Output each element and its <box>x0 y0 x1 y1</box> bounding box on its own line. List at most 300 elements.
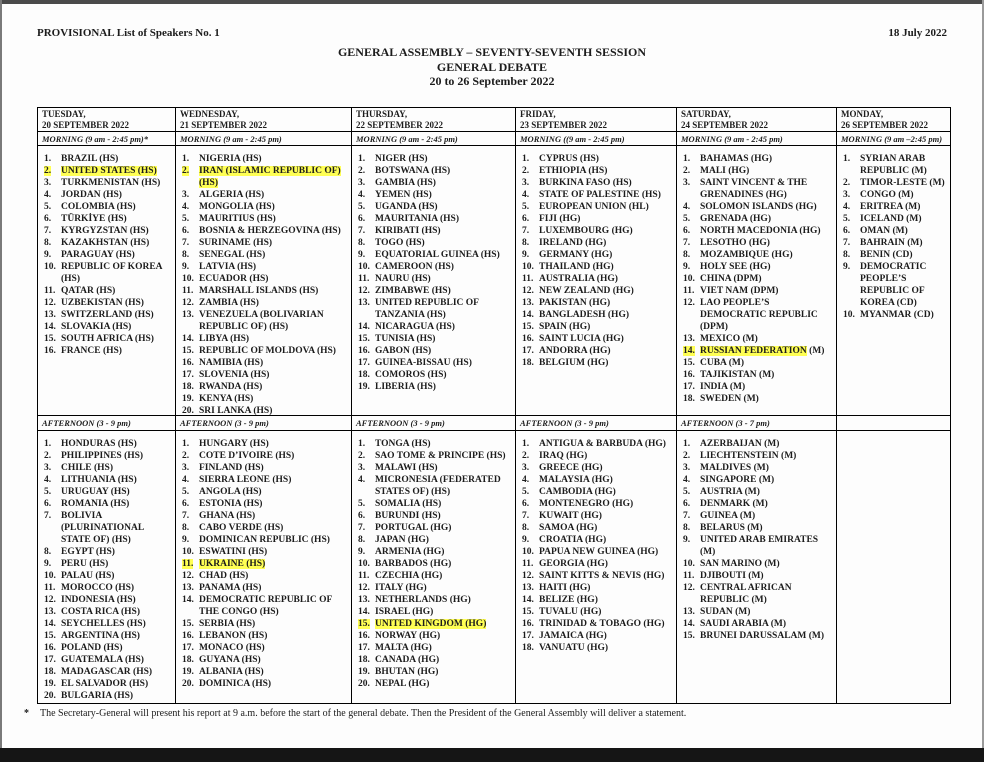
speaker-item <box>358 321 513 333</box>
speaker-item <box>843 153 948 177</box>
speaker-number: 8. <box>44 238 52 248</box>
highlight: UNITED STATES (HS) <box>61 166 157 176</box>
speaker-item <box>44 345 173 357</box>
speaker-name: ZAMBIA (HS) <box>199 298 259 308</box>
speaker-name: LAO PEOPLE’S DEMOCRATIC REPUBLIC (DPM) <box>700 298 818 332</box>
speaker-item <box>358 594 513 606</box>
footnote-text: The Secretary-General will present his report at 9 a.m. before the start of the general debate. Then the President of the General Assembly will deliver a statement. <box>40 708 687 719</box>
afternoon-speaker-list <box>677 431 837 703</box>
speaker-item <box>522 225 674 237</box>
speaker-number: 7. <box>44 226 52 236</box>
speaker-item <box>358 678 513 690</box>
speaker-item <box>522 213 674 225</box>
speaker-item <box>358 369 513 381</box>
speaker-item <box>683 486 834 498</box>
speaker-name: CAMBODIA (HG) <box>539 487 616 497</box>
speaker-number: 2. <box>683 166 691 176</box>
speaker-item <box>44 606 173 618</box>
speaker-name: MONGOLIA (HS) <box>199 202 275 212</box>
speaker-item <box>843 237 948 249</box>
afternoon-session-label: AFTERNOON (3 - 9 pm) <box>176 416 352 431</box>
speaker-name: SAINT LUCIA (HG) <box>539 334 624 344</box>
speaker-number: 18. <box>182 655 194 665</box>
speaker-number: 13. <box>522 583 534 593</box>
speaker-number: 2. <box>44 451 52 461</box>
speaker-number: 12. <box>522 571 534 581</box>
speaker-number: 14. <box>358 607 370 617</box>
speaker-name: MOZAMBIQUE (HG) <box>700 250 793 260</box>
day-name: FRIDAY, <box>520 109 556 119</box>
speaker-name: SUDAN (M) <box>700 607 751 617</box>
speaker-number: 14. <box>522 595 534 605</box>
speaker-number: 9. <box>843 262 851 272</box>
speaker-item <box>182 642 349 654</box>
speaker-number: 10. <box>683 559 695 569</box>
speaker-number: 9. <box>683 535 691 545</box>
speaker-number: 8. <box>44 547 52 557</box>
speaker-item <box>182 486 349 498</box>
speaker-item <box>683 237 834 249</box>
speaker-name: MALI (HG) <box>700 166 750 176</box>
speaker-name: LATVIA (HS) <box>199 262 257 272</box>
speaker-name: UNITED ARAB EMIRATES (M) <box>700 535 819 557</box>
speaker-name: CAMEROON (HS) <box>375 262 454 272</box>
speaker-number: 18. <box>358 370 370 380</box>
speaker-item <box>522 498 674 510</box>
speaker-number: 4. <box>683 475 691 485</box>
speaker-item <box>522 546 674 558</box>
speaker-number: 5. <box>44 202 52 212</box>
speaker-number: 1. <box>522 154 530 164</box>
speaker-number: 20. <box>182 679 194 689</box>
morning-session-label: MORNING (9 am - 2:45 pm)* <box>38 132 176 146</box>
speaker-item <box>683 369 834 381</box>
scan-edge-bottom <box>0 748 984 762</box>
speaker-item <box>44 654 173 666</box>
speaker-number: 12. <box>358 286 370 296</box>
speaker-name: COSTA RICA (HS) <box>61 607 141 617</box>
speaker-name: BANGLADESH (HG) <box>539 310 629 320</box>
speaker-item <box>358 450 513 462</box>
scan-edge-top <box>0 0 984 4</box>
speaker-name: REPUBLIC OF MOLDOVA (HS) <box>199 346 336 356</box>
speaker-item <box>182 345 349 357</box>
highlight: 2. <box>182 166 190 176</box>
speaker-number: 5. <box>182 487 190 497</box>
day-header-cell <box>176 108 352 132</box>
speaker-name: AUSTRALIA (HG) <box>539 274 618 284</box>
speaker-name <box>61 165 173 177</box>
speaker-item <box>522 474 674 486</box>
speaker-number: 2. <box>843 178 851 188</box>
speaker-item <box>182 558 349 570</box>
speaker-item <box>358 273 513 285</box>
speaker-item <box>683 393 834 405</box>
speaker-number: 3. <box>522 463 530 473</box>
speaker-name: ALGERIA (HS) <box>199 190 265 200</box>
speaker-number: 5. <box>522 202 530 212</box>
speaker-item <box>182 273 349 285</box>
highlight: 15. <box>358 619 370 629</box>
day-name: THURSDAY, <box>356 109 408 119</box>
speaker-name: SAINT KITTS & NEVIS (HG) <box>539 571 665 581</box>
speaker-item <box>182 534 349 546</box>
speaker-number: 12. <box>358 583 370 593</box>
speaker-name: BAHRAIN (M) <box>860 238 923 248</box>
speaker-item <box>358 285 513 297</box>
speaker-item <box>44 582 173 594</box>
speaker-name: SINGAPORE (M) <box>700 475 775 485</box>
speaker-name: DENMARK (M) <box>700 499 768 509</box>
speaker-number: 2. <box>358 166 366 176</box>
speaker-number: 13. <box>358 595 370 605</box>
speaker-item <box>683 498 834 510</box>
speaker-item <box>182 570 349 582</box>
speaker-number: 4. <box>44 475 52 485</box>
speaker-item <box>182 438 349 450</box>
speaker-item <box>182 381 349 393</box>
speaker-number: 3. <box>843 190 851 200</box>
speaker-number: 17. <box>358 643 370 653</box>
speaker-name: LIBERIA (HS) <box>375 382 436 392</box>
speaker-number: 4. <box>182 475 190 485</box>
speaker-name: GERMANY (HG) <box>539 250 613 260</box>
speaker-item <box>44 690 173 702</box>
speaker-name: GUINEA-BISSAU (HS) <box>375 358 472 368</box>
speaker-item <box>358 153 513 165</box>
speaker-number: 14. <box>522 310 534 320</box>
speaker-number: 11. <box>358 571 370 581</box>
speaker-number: 20. <box>44 691 56 701</box>
scan-edge-left <box>0 0 2 762</box>
speaker-name: ESWATINI (HS) <box>199 547 268 557</box>
speaker-number: 15. <box>182 619 194 629</box>
speaker-item <box>44 309 173 321</box>
speaker-item <box>683 510 834 522</box>
speaker-name: CHILE (HS) <box>61 463 113 473</box>
schedule-table <box>37 107 951 704</box>
speaker-item <box>522 594 674 606</box>
speaker-item <box>683 570 834 582</box>
speaker-item <box>182 201 349 213</box>
speaker-number: 15. <box>182 346 194 356</box>
speaker-item <box>683 582 834 606</box>
speaker-name: NORWAY (HG) <box>375 631 441 641</box>
speaker-number: 13. <box>522 298 534 308</box>
speaker-number: 15. <box>358 334 370 344</box>
speaker-name: DOMINICAN REPUBLIC (HS) <box>199 535 330 545</box>
speaker-item <box>358 177 513 189</box>
afternoon-session-label: AFTERNOON (3 - 9 pm) <box>38 416 176 431</box>
day-date: 26 SEPTEMBER 2022 <box>841 120 929 130</box>
speaker-item <box>44 642 173 654</box>
speaker-item <box>358 498 513 510</box>
morning-speaker-list <box>837 146 950 416</box>
speaker-name: STATE OF PALESTINE (HS) <box>539 190 661 200</box>
speaker-name: OMAN (M) <box>860 226 908 236</box>
speaker-number: 2. <box>522 451 530 461</box>
speaker-number: 4. <box>683 202 691 212</box>
speaker-number: 6. <box>44 499 52 509</box>
speaker-item <box>44 249 173 261</box>
speaker-name: POLAND (HS) <box>61 643 123 653</box>
speaker-item <box>683 522 834 534</box>
speaker-name: JORDAN (HS) <box>61 190 122 200</box>
speaker-name: GUATEMALA (HS) <box>61 655 144 665</box>
morning-speaker-list <box>516 146 677 416</box>
speaker-name: BELIZE (HG) <box>539 595 598 605</box>
day-header-cell <box>352 108 516 132</box>
speaker-name: CABO VERDE (HS) <box>199 523 284 533</box>
speaker-item <box>683 165 834 177</box>
speaker-name: MONACO (HS) <box>199 643 265 653</box>
speaker-item <box>44 618 173 630</box>
speaker-item <box>522 153 674 165</box>
speaker-number: 19. <box>182 394 194 404</box>
day-date: 22 SEPTEMBER 2022 <box>356 120 444 130</box>
speaker-number: 6. <box>522 214 530 224</box>
speaker-item <box>522 189 674 201</box>
speaker-item <box>44 498 173 510</box>
speaker-name: SOLOMON ISLANDS (HG) <box>700 202 817 212</box>
speaker-name: IRAQ (HG) <box>539 451 588 461</box>
speaker-name: GREECE (HG) <box>539 463 603 473</box>
speaker-item <box>358 522 513 534</box>
speaker-number: 8. <box>683 523 691 533</box>
speaker-number: 13. <box>683 334 695 344</box>
speaker-name: ERITREA (M) <box>860 202 921 212</box>
speaker-number: 18. <box>44 667 56 677</box>
speaker-number: 2. <box>182 451 190 461</box>
speaker-number: 6. <box>522 499 530 509</box>
speaker-number: 17. <box>522 346 534 356</box>
speaker-number: 5. <box>683 487 691 497</box>
speaker-number: 7. <box>44 511 52 521</box>
speaker-name: TOGO (HS) <box>375 238 425 248</box>
speaker-number: 12. <box>683 298 695 308</box>
speaker-name <box>700 345 834 357</box>
speaker-name: BURUNDI (HS) <box>375 511 441 521</box>
speaker-number: 8. <box>522 523 530 533</box>
speaker-number: 10. <box>358 559 370 569</box>
speaker-name: COMOROS (HS) <box>375 370 447 380</box>
speaker-item <box>182 297 349 309</box>
speaker-number: 10. <box>522 547 534 557</box>
speaker-number: 18. <box>182 382 194 392</box>
speaker-item <box>843 201 948 213</box>
speaker-item <box>182 357 349 369</box>
speaker-name: HONDURAS (HS) <box>61 439 137 449</box>
speaker-item <box>683 558 834 570</box>
speaker-name: MALAYSIA (HG) <box>539 475 613 485</box>
speaker-number: 8. <box>182 523 190 533</box>
speaker-name: JAMAICA (HG) <box>539 631 607 641</box>
morning-session-label: MORNING (9 am - 2:45 pm) <box>176 132 352 146</box>
speaker-name: UZBEKISTAN (HS) <box>61 298 144 308</box>
speaker-item <box>522 486 674 498</box>
speaker-name: NIGER (HS) <box>375 154 428 164</box>
speaker-name: SWITZERLAND (HS) <box>61 310 154 320</box>
speaker-name: ANTIGUA & BARBUDA (HG) <box>539 439 666 449</box>
speaker-number: 3. <box>358 463 366 473</box>
speaker-number: 3. <box>358 178 366 188</box>
day-date: 24 SEPTEMBER 2022 <box>681 120 769 130</box>
speaker-number: 8. <box>182 250 190 260</box>
speaker-item <box>358 642 513 654</box>
speaker-name: LIBYA (HS) <box>199 334 250 344</box>
speaker-item <box>522 357 674 369</box>
speaker-name: TONGA (HS) <box>375 439 431 449</box>
speaker-item <box>182 249 349 261</box>
speaker-name: AZERBAIJAN (M) <box>700 439 780 449</box>
speaker-number: 17. <box>522 631 534 641</box>
speaker-item <box>522 333 674 345</box>
speaker-name: PORTUGAL (HG) <box>375 523 452 533</box>
speaker-name: BHUTAN (HG) <box>375 667 439 677</box>
speaker-name: BRUNEI DARUSSALAM (M) <box>700 631 825 641</box>
speaker-item <box>683 297 834 333</box>
speaker-item <box>358 462 513 474</box>
speaker-number: 12. <box>522 286 534 296</box>
speaker-number: 1. <box>683 439 691 449</box>
highlight: 14. <box>683 346 695 356</box>
speaker-number: 9. <box>358 547 366 557</box>
speaker-item <box>44 630 173 642</box>
speaker-name: PHILIPPINES (HS) <box>61 451 144 461</box>
morning-speaker-list <box>38 146 176 416</box>
speaker-number: 1. <box>683 154 691 164</box>
title-session: GENERAL ASSEMBLY – SEVENTY-SEVENTH SESSION <box>337 45 647 59</box>
speaker-item <box>44 201 173 213</box>
speaker-item <box>182 261 349 273</box>
speaker-number: 10. <box>44 571 56 581</box>
speaker-item <box>182 678 349 690</box>
speaker-name: ISRAEL (HG) <box>375 607 434 617</box>
speaker-name: MYANMAR (CD) <box>860 310 934 320</box>
speaker-name <box>199 558 349 570</box>
speaker-item <box>182 309 349 333</box>
speaker-item <box>182 225 349 237</box>
speaker-item <box>182 153 349 165</box>
highlight: 11. <box>182 559 194 569</box>
morning-session-label: MORNING (9 am –2:45 pm) <box>837 132 950 146</box>
speaker-number: 3. <box>522 178 530 188</box>
speaker-name: DOMINICA (HS) <box>199 679 272 689</box>
footnote <box>24 708 970 719</box>
speaker-item <box>358 546 513 558</box>
speaker-item <box>522 249 674 261</box>
speaker-number: 3. <box>44 463 52 473</box>
speaker-item <box>182 165 349 189</box>
speaker-item <box>44 450 173 462</box>
speaker-number: 9. <box>522 250 530 260</box>
day-header-cell <box>837 108 950 132</box>
speaker-number: 7. <box>358 226 366 236</box>
speaker-item <box>358 297 513 321</box>
speaker-name: ICELAND (M) <box>860 214 922 224</box>
speaker-number: 5. <box>843 214 851 224</box>
speaker-number: 5. <box>44 487 52 497</box>
speaker-name: NAURU (HS) <box>375 274 431 284</box>
title-block <box>0 45 984 89</box>
speaker-name: BULGARIA (HS) <box>61 691 134 701</box>
speaker-item <box>358 558 513 570</box>
speaker-name: MADAGASCAR (HS) <box>61 667 153 677</box>
speaker-item <box>522 261 674 273</box>
speaker-name: GEORGIA (HG) <box>539 559 608 569</box>
speaker-name: SRI LANKA (HS) <box>199 406 273 416</box>
speaker-item <box>358 510 513 522</box>
speaker-number: 9. <box>522 535 530 545</box>
speaker-number: 14. <box>182 334 194 344</box>
speaker-number: 8. <box>522 238 530 248</box>
speaker-number: 17. <box>182 643 194 653</box>
speaker-number: 8. <box>843 250 851 260</box>
speaker-name: EUROPEAN UNION (HL) <box>539 202 649 212</box>
speaker-number: 10. <box>358 262 370 272</box>
speaker-number: 16. <box>683 370 695 380</box>
speaker-number: 11. <box>522 274 534 284</box>
speaker-number: 16. <box>44 643 56 653</box>
speaker-item <box>182 582 349 594</box>
speaker-name: CZECHIA (HG) <box>375 571 443 581</box>
speaker-name: LEBANON (HS) <box>199 631 268 641</box>
speaker-name: ANDORRA (HG) <box>539 346 611 356</box>
speaker-name: LESOTHO (HG) <box>700 238 770 248</box>
speaker-name: KYRGYZSTAN (HS) <box>61 226 149 236</box>
speaker-item <box>522 582 674 594</box>
speaker-name: GABON (HS) <box>375 346 432 356</box>
speaker-item <box>683 201 834 213</box>
speaker-item <box>683 630 834 642</box>
speaker-number: 12. <box>683 583 695 593</box>
morning-session-label: MORNING ((9 am - 2:45 pm) <box>516 132 677 146</box>
speaker-item <box>683 438 834 450</box>
speaker-number: 18. <box>522 358 534 368</box>
speaker-name: ARMENIA (HG) <box>375 547 445 557</box>
speaker-name: ETHIOPIA (HS) <box>539 166 608 176</box>
highlight: UNITED KINGDOM (HG) <box>375 619 487 629</box>
speaker-name: LUXEMBOURG (HG) <box>539 226 633 236</box>
speaker-number: 3. <box>182 463 190 473</box>
speaker-name: EQUATORIAL GUINEA (HS) <box>375 250 500 260</box>
speaker-name: TIMOR-LESTE (M) <box>860 178 945 188</box>
speaker-name: TRINIDAD & TOBAGO (HG) <box>539 619 665 629</box>
speaker-number: 7. <box>683 238 691 248</box>
speaker-number: 10. <box>522 262 534 272</box>
afternoon-speaker-list <box>352 431 516 703</box>
speaker-name: LIECHTENSTEIN (M) <box>700 451 797 461</box>
speaker-item <box>182 285 349 297</box>
speaker-number: 16. <box>182 631 194 641</box>
speaker-name: CYPRUS (HS) <box>539 154 599 164</box>
speaker-item <box>358 582 513 594</box>
speaker-item <box>44 177 173 189</box>
speaker-number: 9. <box>44 250 52 260</box>
speaker-item <box>522 285 674 297</box>
speaker-item <box>44 486 173 498</box>
speaker-item <box>843 261 948 309</box>
speaker-item <box>44 261 173 285</box>
speaker-item <box>44 438 173 450</box>
speaker-item <box>683 213 834 225</box>
speaker-name: ESTONIA (HS) <box>199 499 263 509</box>
speaker-name: NETHERLANDS (HG) <box>375 595 471 605</box>
speaker-name: BOSNIA & HERZEGOVINA (HS) <box>199 226 341 236</box>
speaker-name: KUWAIT (HG) <box>539 511 602 521</box>
speaker-name: MEXICO (M) <box>700 334 758 344</box>
afternoon-session-label <box>837 416 950 431</box>
